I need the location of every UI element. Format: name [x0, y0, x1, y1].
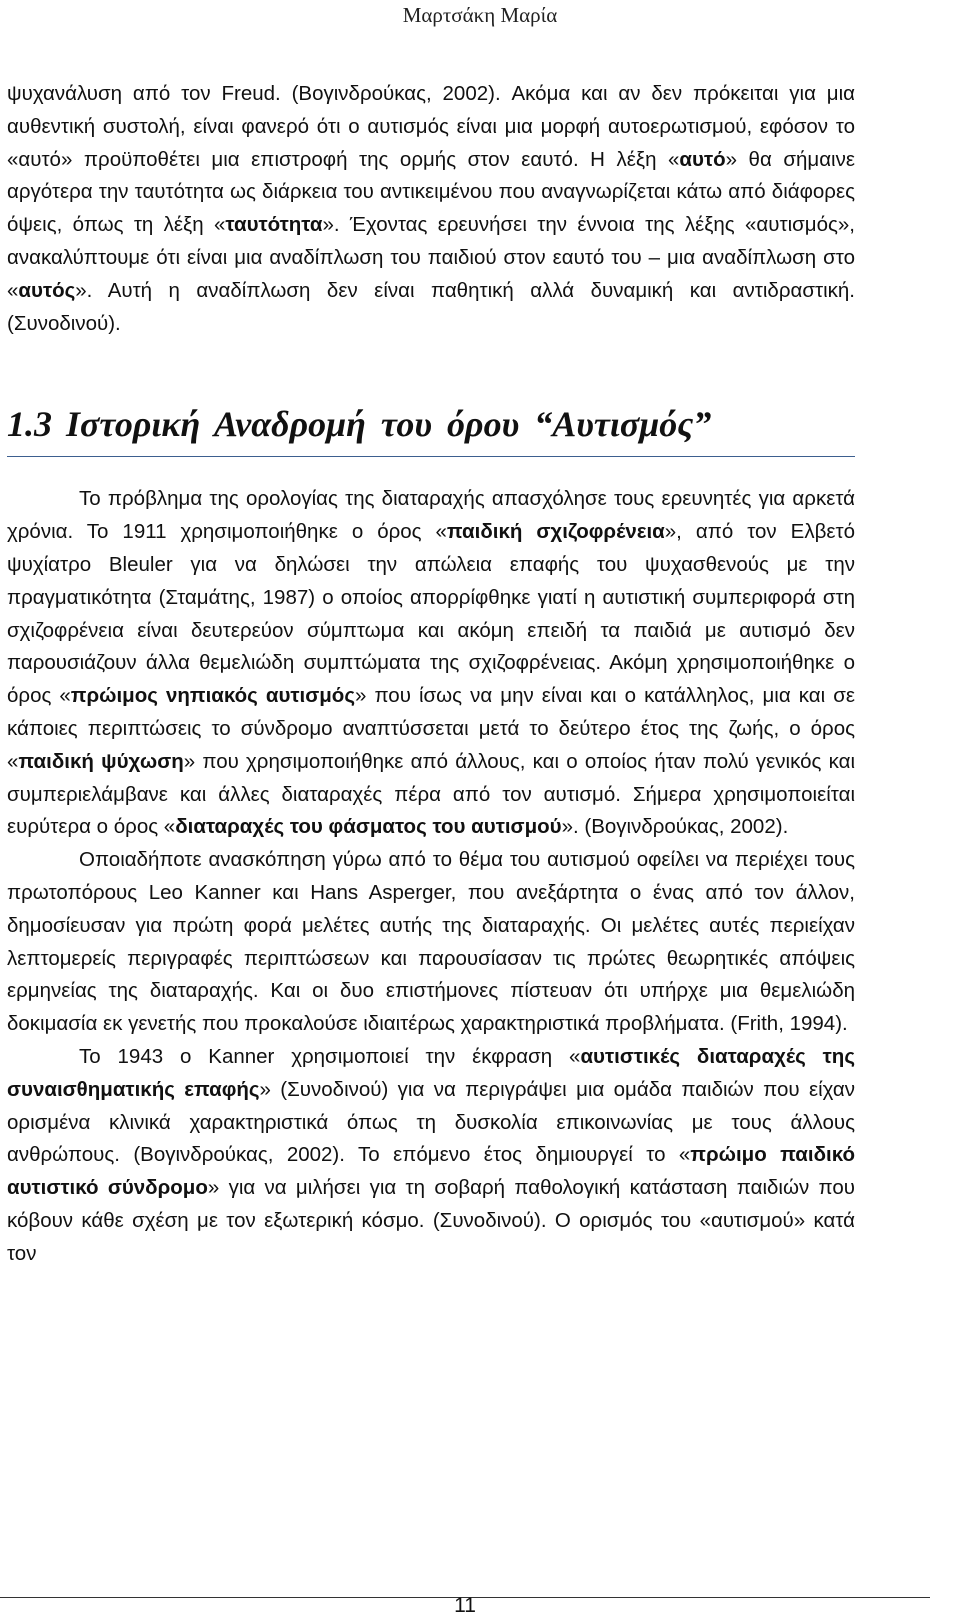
- bold-term: διαταραχές του φάσματος του αυτισμού: [175, 815, 562, 839]
- bold-term: αυτιστικές διαταραχές της συναισθηματικής επαφής: [7, 1044, 855, 1101]
- paragraph-pioneers: [7, 844, 855, 1041]
- paragraph-text: », από τον Ελβετό ψυχίατρο Bleuler για να δηλώσει την απώλεια επαφής του ψυχασθενούς με την πραγματικότητα (Σταμάτης, 1987) ο οποίος απορρίφθηκε γιατί η αυτιστική συμπεριφορά στη σχιζοφρένεια είναι δευτερεύον σύμπτωμα και ακόμη επειδή τα παιδιά με αυτισμό δεν παρουσιάζουν άλλα θεμελιώδη συμπτώματα της σχιζοφρένειας. Ακόμη χρησιμοποιήθηκε ο όρος «: [7, 520, 855, 708]
- section-title: Ιστορική Αναδρομή του όρου “Αυτισμός”: [66, 404, 712, 445]
- bold-term: παιδική σχιζοφρένεια: [446, 520, 665, 544]
- paragraph-kanner: [7, 1041, 855, 1271]
- page-body: [7, 78, 855, 1271]
- page-number: 11: [454, 1594, 476, 1617]
- paragraph-text: » για να μιλήσει για τη σοβαρή παθολογική κατάσταση παιδιών που κόβουν κάθε σχέση με τον εξωτερική κόσμο. (Συνοδινού). Ο ορισμός του «αυτισμού» κατά τον: [7, 1176, 855, 1265]
- bold-term: αυτό: [679, 147, 726, 171]
- paragraph-text: » που χρησιμοποιήθηκε από άλλους, και ο οποίος ήταν πολύ γενικός και συμπεριελάμβανε και άλλες διαταραχές πέρα από τον αυτισμό. Σήμερα χρησιμοποιείται ευρύτερα ο όρος «: [7, 749, 856, 839]
- paragraph-text: ». Αυτή η αναδίπλωση δεν είναι παθητική αλλά δυναμική και αντιδραστική. (Συνοδινού).: [7, 278, 855, 335]
- paragraph-text: Οποιαδήποτε ανασκόπηση γύρω από το θέμα του αυτισμού οφείλει να περιέχει τους πρωτοπόρους Leo Kanner και Hans Asperger, που ανεξάρτητα ο ένας από τον άλλον, δημοσίευσαν για πρώτη φορά μελέτες αυτής της διαταραχής. Οι μελέτες αυτές περιείχαν λεπτομερείς περιγραφές περιπτώσεων και παρουσίασαν τις πρώτες θεωρητικές απόψεις ερμηνείας της διαταραχής. Και οι δυο επιστήμονες πίστευαν ότι υπήρχε μια θεμελιώδη δοκιμασία εκ γενετής που προκαλούσε ιδιαιτέρως χαρακτηριστικά προβλήματα. (Frith, 1994).: [7, 848, 855, 1036]
- section-number: 1.3: [7, 404, 52, 445]
- paragraph-text: » (Συνοδινού) για να περιγράψει μια ομάδα παιδιών που είχαν ορισμένα κλινικά χαρακτηριστικά όπως τη δυσκολία επικοινωνίας με τους άλλους ανθρώπους. (Βογινδρούκας, 2002). Το επόμενο έτος δημιουργεί το «: [7, 1077, 855, 1167]
- paragraph-intro: [7, 78, 855, 340]
- paragraph-text: ψυχανάλυση από τον Freud. (Βογινδρούκας, 2002). Ακόμα και αν δεν πρόκειται για μια αυθεντική συστολή, είναι φανερό ότι ο αυτισμός είναι μια μορφή αυτοερωτισμού, εφόσον το «αυτό» προϋποθέτει μια επιστροφή της ορμής στον εαυτό. Η λέξη «: [7, 82, 855, 171]
- bold-term: πρώιμος νηπιακός αυτισμός: [70, 684, 355, 708]
- bold-term: ταυτότητα: [225, 213, 323, 237]
- running-header: Μαρτσάκη Μαρία: [402, 3, 558, 27]
- section-heading: [7, 402, 855, 457]
- bold-term: αυτός: [18, 278, 76, 302]
- paragraph-text: ». (Βογινδρούκας, 2002).: [561, 815, 789, 839]
- paragraph-text: » που ίσως να μην είναι και ο κατάλληλος, μια και σε κάποιες περιπτώσεις το σύνδρομο αναπτύσσεται μετά το δεύτερο έτος της ζωής, ο όρος «: [7, 684, 855, 773]
- bold-term: παιδική ψύχωση: [18, 749, 184, 773]
- paragraph-text: ». Έχοντας ερευνήσει την έννοια της λέξης «αυτισμός», ανακαλύπτουμε ότι είναι μια αναδίπλωση του παιδιού στον εαυτό του – μια αναδίπλωση στο «: [7, 213, 855, 302]
- paragraph-text: Το 1943 ο Kanner χρησιμοποιεί την έκφραση «: [79, 1044, 581, 1068]
- paragraph-text: Το πρόβλημα της ορολογίας της διαταραχής απασχόλησε τους ερευνητές για αρκετά χρόνια. Το 1911 χρησιμοποιήθηκε ο όρος «: [7, 487, 855, 544]
- paragraph-terminology: [7, 483, 855, 844]
- paragraph-text: » θα σήμαινε αργότερα την ταυτότητα ως διάρκεια του αντικειμένου που αναγνωρίζεται κάτω από διάφορες όψεις, όπως τη λέξη «: [7, 147, 855, 237]
- bold-term: πρώιμο παιδικό αυτιστικό σύνδρομο: [7, 1143, 855, 1200]
